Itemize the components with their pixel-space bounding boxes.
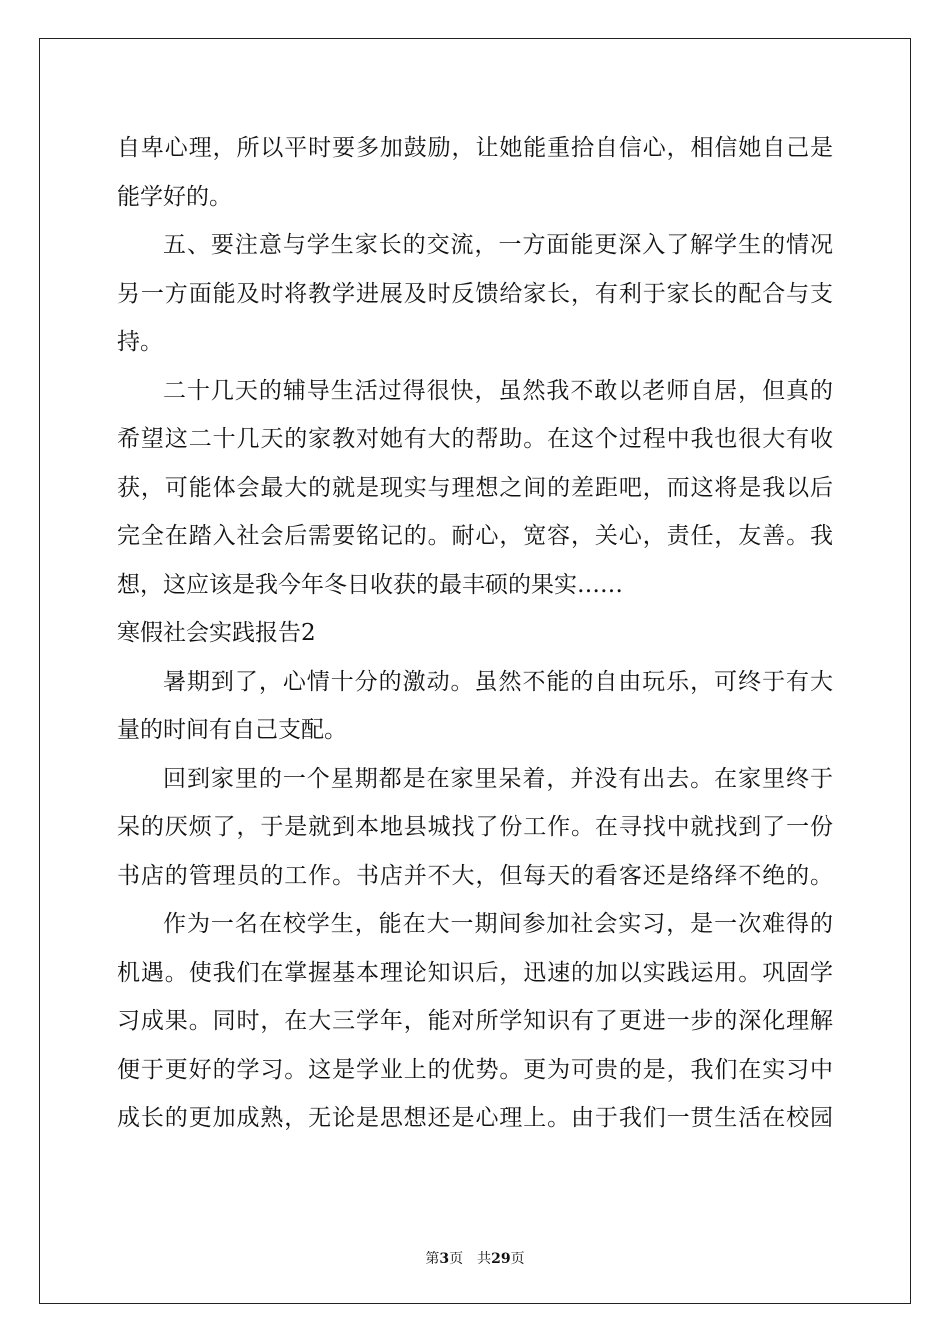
page-number: 3 [439, 1251, 450, 1267]
text-line: 持。 [117, 329, 163, 355]
paragraph [117, 658, 833, 755]
text-line: 自卑心理，所以平时要多加鼓励，让她能重拾自信心，相信她自己是 [117, 135, 833, 161]
text-line: 成长的更加成熟，无论是思想还是心理上。由于我们一贯生活在校园 [117, 1105, 833, 1131]
text-line: 习成果。同时，在大三学年，能对所学知识有了更进一步的深化理解 [117, 1008, 833, 1034]
text-line: 获，可能体会最大的就是现实与理想之间的差距吧，而这将是我以后 [117, 474, 833, 501]
text-line: 回到家里的一个星期都是在家里呆着，并没有出去。在家里终于 [163, 765, 833, 792]
page-footer [0, 1248, 950, 1268]
text-line: 五、要注意与学生家长的交流，一方面能更深入了解学生的情况 [163, 232, 833, 258]
section-heading: 寒假社会实践报告2 [117, 620, 316, 646]
total-prefix: 共 [477, 1251, 492, 1267]
text-line: 机遇。使我们在掌握基本理论知识后，迅速的加以实践运用。巩固学 [117, 959, 833, 986]
text-line: 量的时间有自己支配。 [117, 717, 347, 743]
text-line: 能学好的。 [117, 183, 232, 210]
paragraph [117, 221, 833, 367]
total-pages: 29 [491, 1251, 511, 1267]
text-line: 二十几天的辅导生活过得很快，虽然我不敢以老师自居，但真的 [163, 377, 833, 404]
paragraph [117, 755, 833, 901]
page-suffix: 页 [449, 1251, 464, 1267]
paragraph [117, 367, 833, 610]
paragraph [117, 900, 833, 1143]
text-line: 希望这二十几天的家教对她有大的帮助。在这个过程中我也很大有收 [117, 426, 833, 452]
text-line: 暑期到了，心情十分的激动。虽然不能的自由玩乐，可终于有大 [163, 668, 833, 695]
document-body [117, 124, 833, 1143]
text-line: 便于更好的学习。这是学业上的优势。更为可贵的是，我们在实习中 [117, 1056, 833, 1083]
text-line: 完全在踏入社会后需要铭记的。耐心，宽容，关心，责任，友善。我 [117, 523, 833, 549]
paragraph [117, 124, 833, 221]
text-line: 另一方面能及时将教学进展及时反馈给家长，有利于家长的配合与支 [117, 280, 833, 307]
page-prefix: 第 [425, 1251, 440, 1267]
text-line: 呆的厌烦了，于是就到本地县城找了份工作。在寻找中就找到了一份 [117, 814, 833, 840]
text-line: 书店的管理员的工作。书店并不大，但每天的看客还是络绎不绝的。 [117, 862, 833, 889]
text-line: 作为一名在校学生，能在大一期间参加社会实习，是一次难得的 [163, 911, 833, 937]
total-suffix: 页 [510, 1251, 525, 1267]
text-line: 想，这应该是我今年冬日收获的最丰硕的果实…… [117, 571, 623, 598]
